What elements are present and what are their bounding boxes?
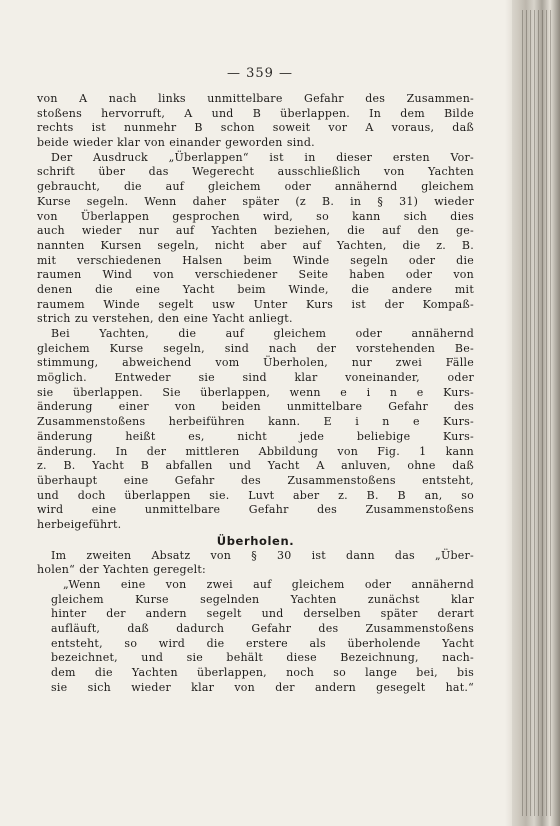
text-line: änderung einer von beiden unmittelbare Gefahr des: [37, 400, 474, 414]
text-line: gebraucht, die auf gleichem oder annähernd gleichem: [37, 180, 474, 194]
text-line: strich zu verstehen, den eine Yacht anliegt.: [37, 312, 293, 326]
text-line: möglich. Entweder sie sind klar voneinander, oder: [37, 371, 474, 385]
text-line: Kurse segeln. Wenn daher später (z B. in § 31) wieder: [37, 194, 474, 208]
body-text: [37, 92, 474, 696]
text-line: gleichem Kurse segeln, sind nach der vorstehenden Be-: [37, 341, 474, 355]
text-line: änderung heißt es, nicht jede beliebige Kurs-: [37, 429, 474, 443]
text-line: Im zweiten Absatz von § 30 ist dann das „Über-: [51, 548, 474, 562]
text-line: auch wieder nur auf Yachten beziehen, die auf den ge-: [37, 224, 474, 238]
text-line: sie sich wieder klar von der andern gesegelt hat.“: [51, 680, 474, 694]
text-line: sie überlappen. Sie überlappen, wenn e i n e Kurs-: [37, 385, 474, 399]
text-line: stoßens hervorruft, A und B überlappen. In dem Bilde: [37, 106, 474, 120]
text-line: und doch überlappen sie. Luvt aber z. B. B an, so: [37, 488, 474, 502]
text-line: denen die eine Yacht beim Winde, die andere mit: [37, 282, 474, 296]
paragraphs-bottom: [37, 549, 474, 696]
text-line: „Wenn eine von zwei auf gleichem oder annähernd: [63, 578, 474, 591]
text-line: raumen Wind von verschiedener Seite haben oder von: [37, 268, 474, 282]
text-line: überhaupt eine Gefahr des Zusammenstoßens entsteht,: [37, 473, 474, 487]
text-line: gleichem Kurse segelnden Yachten zunächst klar: [51, 592, 474, 606]
text-line: Der Ausdruck „Überlappen“ ist in dieser ersten Vor-: [51, 150, 474, 164]
text-line: z. B. Yacht B abfallen und Yacht A anluven, ohne daß: [37, 459, 474, 473]
text-line: wird eine unmittelbare Gefahr des Zusammenstoßens: [37, 503, 474, 517]
text-line: bezeichnet, und sie behält diese Bezeichnung, nach-: [51, 651, 474, 665]
text-line: nannten Kursen segeln, nicht aber auf Yachten, die z. B.: [37, 238, 474, 252]
text-line: dem die Yachten überlappen, noch so lange bei, bis: [51, 666, 474, 680]
text-line: stimmung, abweichend vom Überholen, nur zwei Fälle: [37, 356, 474, 370]
text-line: aufläuft, daß dadurch Gefahr des Zusammenstoßens: [51, 622, 474, 636]
paragraphs-top: [37, 92, 474, 533]
page-stack-lines: [522, 10, 552, 816]
text-line: Zusammenstoßens herbeiführen kann. E i n e Kurs-: [37, 415, 474, 429]
text-line: holen“ der Yachten geregelt:: [37, 563, 206, 577]
text-line: änderung. In der mittleren Abbildung von Fig. 1 kann: [37, 444, 474, 458]
text-line: raumem Winde segelt usw Unter Kurs ist der Kompaß-: [37, 297, 474, 311]
text-line: hinter der andern segelt und derselben später derart: [51, 607, 474, 621]
page-number: — 359 —: [226, 66, 294, 81]
text-line: schrift über das Wegerecht ausschließlich von Yachten: [37, 165, 474, 179]
text-line: rechts ist nunmehr B schon soweit vor A voraus, daß: [37, 121, 474, 135]
text-line: beide wieder klar von einander geworden sind.: [37, 136, 315, 150]
text-line: von Überlappen gesprochen wird, so kann sich dies: [37, 209, 474, 223]
text-line: mit verschiedenen Halsen beim Winde segeln oder die: [37, 253, 474, 267]
text-line: Bei Yachten, die auf gleichem oder annähernd: [51, 327, 474, 340]
text-line: von A nach links unmittelbare Gefahr des Zusammen-: [37, 92, 474, 105]
section-heading: Überholen.: [216, 533, 295, 548]
text-line: herbeigeführt.: [37, 517, 122, 531]
text-line: entsteht, so wird die erstere als überholende Yacht: [51, 636, 474, 650]
